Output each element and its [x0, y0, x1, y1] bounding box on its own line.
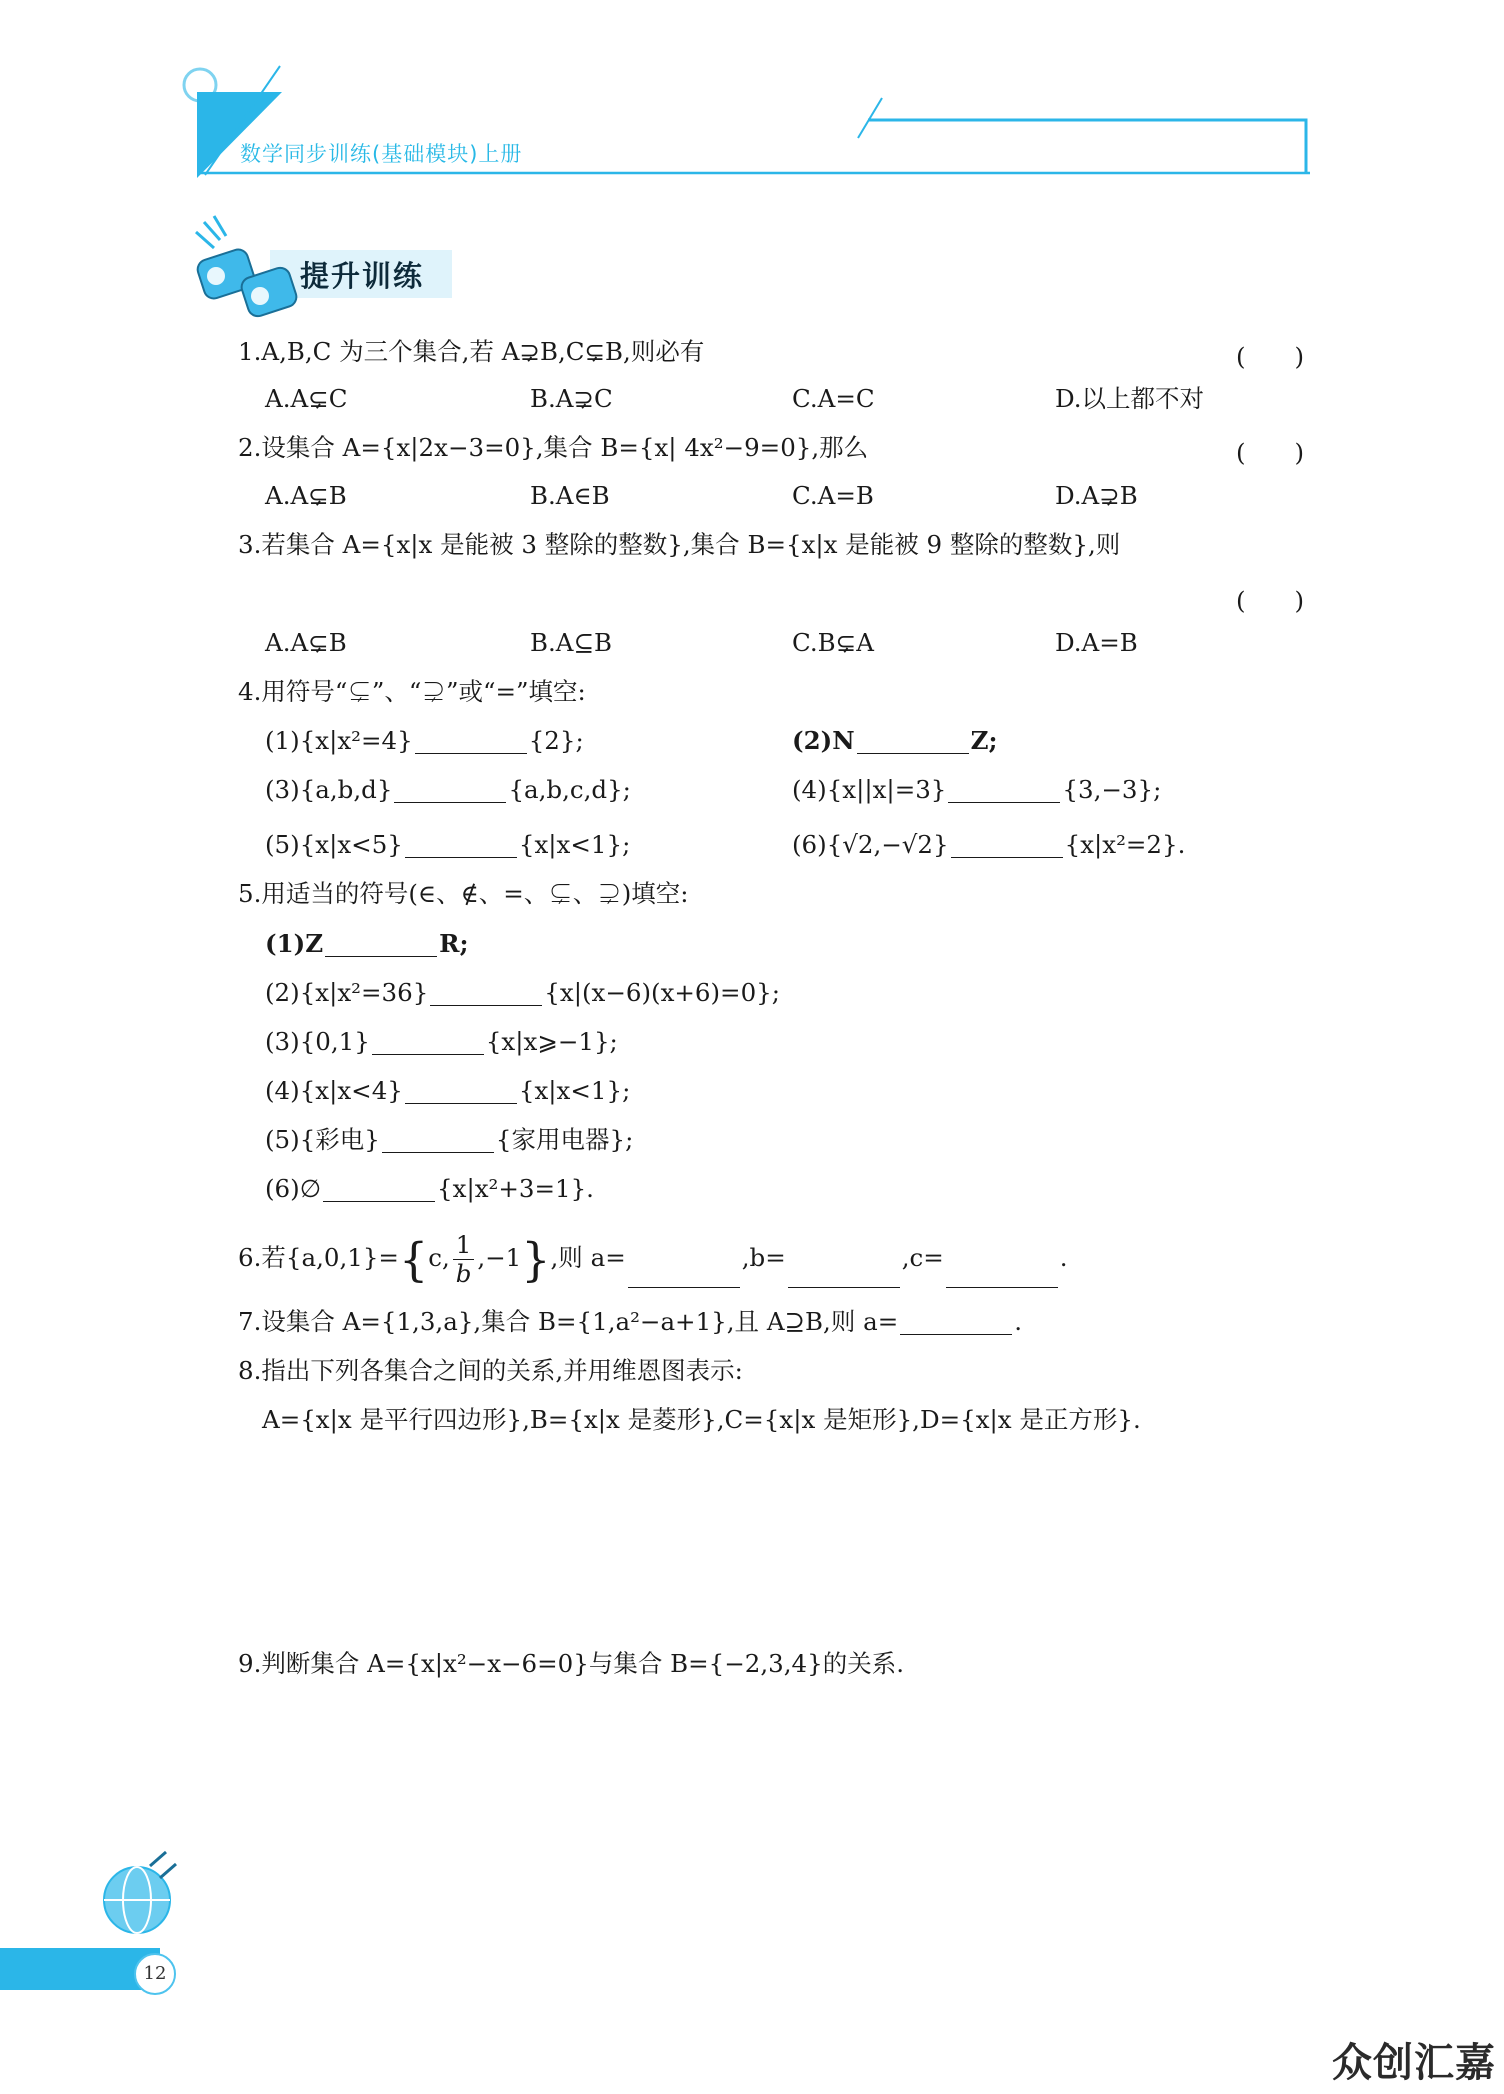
header-right-box: [868, 120, 1306, 173]
q2-option-b: B.A∈B: [530, 481, 610, 510]
q1-option-a: A.A⊊C: [265, 384, 348, 413]
q2-option-c: C.A=B: [792, 481, 874, 510]
q5-item-1: (1)Z R;: [265, 929, 469, 958]
q3-option-b: B.A⊆B: [530, 628, 613, 657]
q5-item-5: (5){彩电} {家用电器};: [265, 1125, 634, 1154]
footer-decoration: [0, 1850, 260, 2000]
blank: [323, 1179, 435, 1202]
section-title: 提升训练: [300, 259, 425, 293]
q4-item-2: (2)N Z;: [792, 726, 998, 755]
q5-item-3: (3){0,1} {x|x⩾−1};: [265, 1027, 618, 1056]
blank-a: [628, 1257, 740, 1288]
question-6: 6.若{a,0,1}={c, $\frac{1}{b}$ ,−1},则 a= ,b= ,c= .: [238, 1230, 1068, 1288]
question-5: 5.用适当的符号(∈、∉、=、⊊、⊋)填空:: [238, 879, 689, 908]
blank: [430, 983, 542, 1006]
q3-option-c: C.B⊊A: [792, 628, 874, 657]
q4-item-5: (5){x|x<5} {x|x<1};: [265, 830, 631, 859]
q3-option-d: D.A=B: [1055, 628, 1138, 657]
question-2: 2.设集合 A={x|2x−3=0},集合 B={x| 4x²−9=0},那么: [238, 433, 869, 462]
question-4: 4.用符号“⊊”、“⊋”或“=”填空:: [238, 677, 586, 706]
header-slash-right: [858, 98, 882, 138]
question-7: 7.设集合 A={1,3,a},集合 B={1,a²−a+1},且 A⊇B,则 a= .: [238, 1307, 1023, 1336]
q5-item-6: (6)∅ {x|x²+3=1}.: [265, 1174, 594, 1203]
blank: [948, 780, 1060, 803]
question-1: 1.A,B,C 为三个集合,若 A⊋B,C⊊B,则必有: [238, 337, 705, 366]
q4-item-3: (3){a,b,d} {a,b,c,d};: [265, 775, 631, 804]
q1-option-d: D.以上都不对: [1055, 384, 1205, 413]
header-title: 数学同步训练(基础模块)上册: [240, 142, 523, 166]
q1-option-c: C.A=C: [792, 384, 875, 413]
blank: [405, 1081, 517, 1104]
blank-b: [788, 1257, 900, 1288]
answer-paren-3: ( ): [1236, 586, 1305, 615]
q5-item-2: (2){x|x²=36} {x|(x−6)(x+6)=0};: [265, 978, 781, 1007]
blank: [415, 731, 527, 754]
q2-option-a: A.A⊊B: [265, 481, 347, 510]
blank-c: [946, 1257, 1058, 1288]
blank: [857, 731, 969, 754]
header-decoration: [0, 0, 1504, 200]
blank: [394, 780, 506, 803]
answer-paren-2: ( ): [1236, 438, 1305, 467]
q2-option-d: D.A⊋B: [1055, 481, 1138, 510]
q3-option-a: A.A⊊B: [265, 628, 347, 657]
q1-option-b: B.A⊋C: [530, 384, 613, 413]
question-3: 3.若集合 A={x|x 是能被 3 整除的整数},集合 B={x|x 是能被 9 整除的整数},则: [238, 530, 1121, 559]
question-8: 8.指出下列各集合之间的关系,并用维恩图表示:: [238, 1356, 743, 1385]
blank: [325, 934, 437, 957]
question-8-sets: A={x|x 是平行四边形},B={x|x 是菱形},C={x|x 是矩形},D={x|x 是正方形}.: [262, 1405, 1141, 1434]
question-9: 9.判断集合 A={x|x²−x−6=0}与集合 B={−2,3,4}的关系.: [238, 1649, 904, 1678]
q4-item-1: (1){x|x²=4} {2};: [265, 726, 584, 755]
answer-paren-1: ( ): [1236, 342, 1305, 371]
q4-item-6: (6){√2,−√2} {x|x²=2}.: [792, 830, 1186, 859]
blank: [382, 1130, 494, 1153]
blank: [900, 1312, 1012, 1335]
q4-item-4: (4){x||x|=3} {3,−3};: [792, 775, 1162, 804]
watermark: 众创汇嘉: [1332, 2040, 1496, 2086]
blank: [372, 1032, 484, 1055]
fraction: $\frac{1}{b}$: [453, 1231, 475, 1288]
q5-item-4: (4){x|x<4} {x|x<1};: [265, 1076, 631, 1105]
blank: [405, 835, 517, 858]
blank: [951, 835, 1063, 858]
page-number: 12: [134, 1953, 176, 1995]
